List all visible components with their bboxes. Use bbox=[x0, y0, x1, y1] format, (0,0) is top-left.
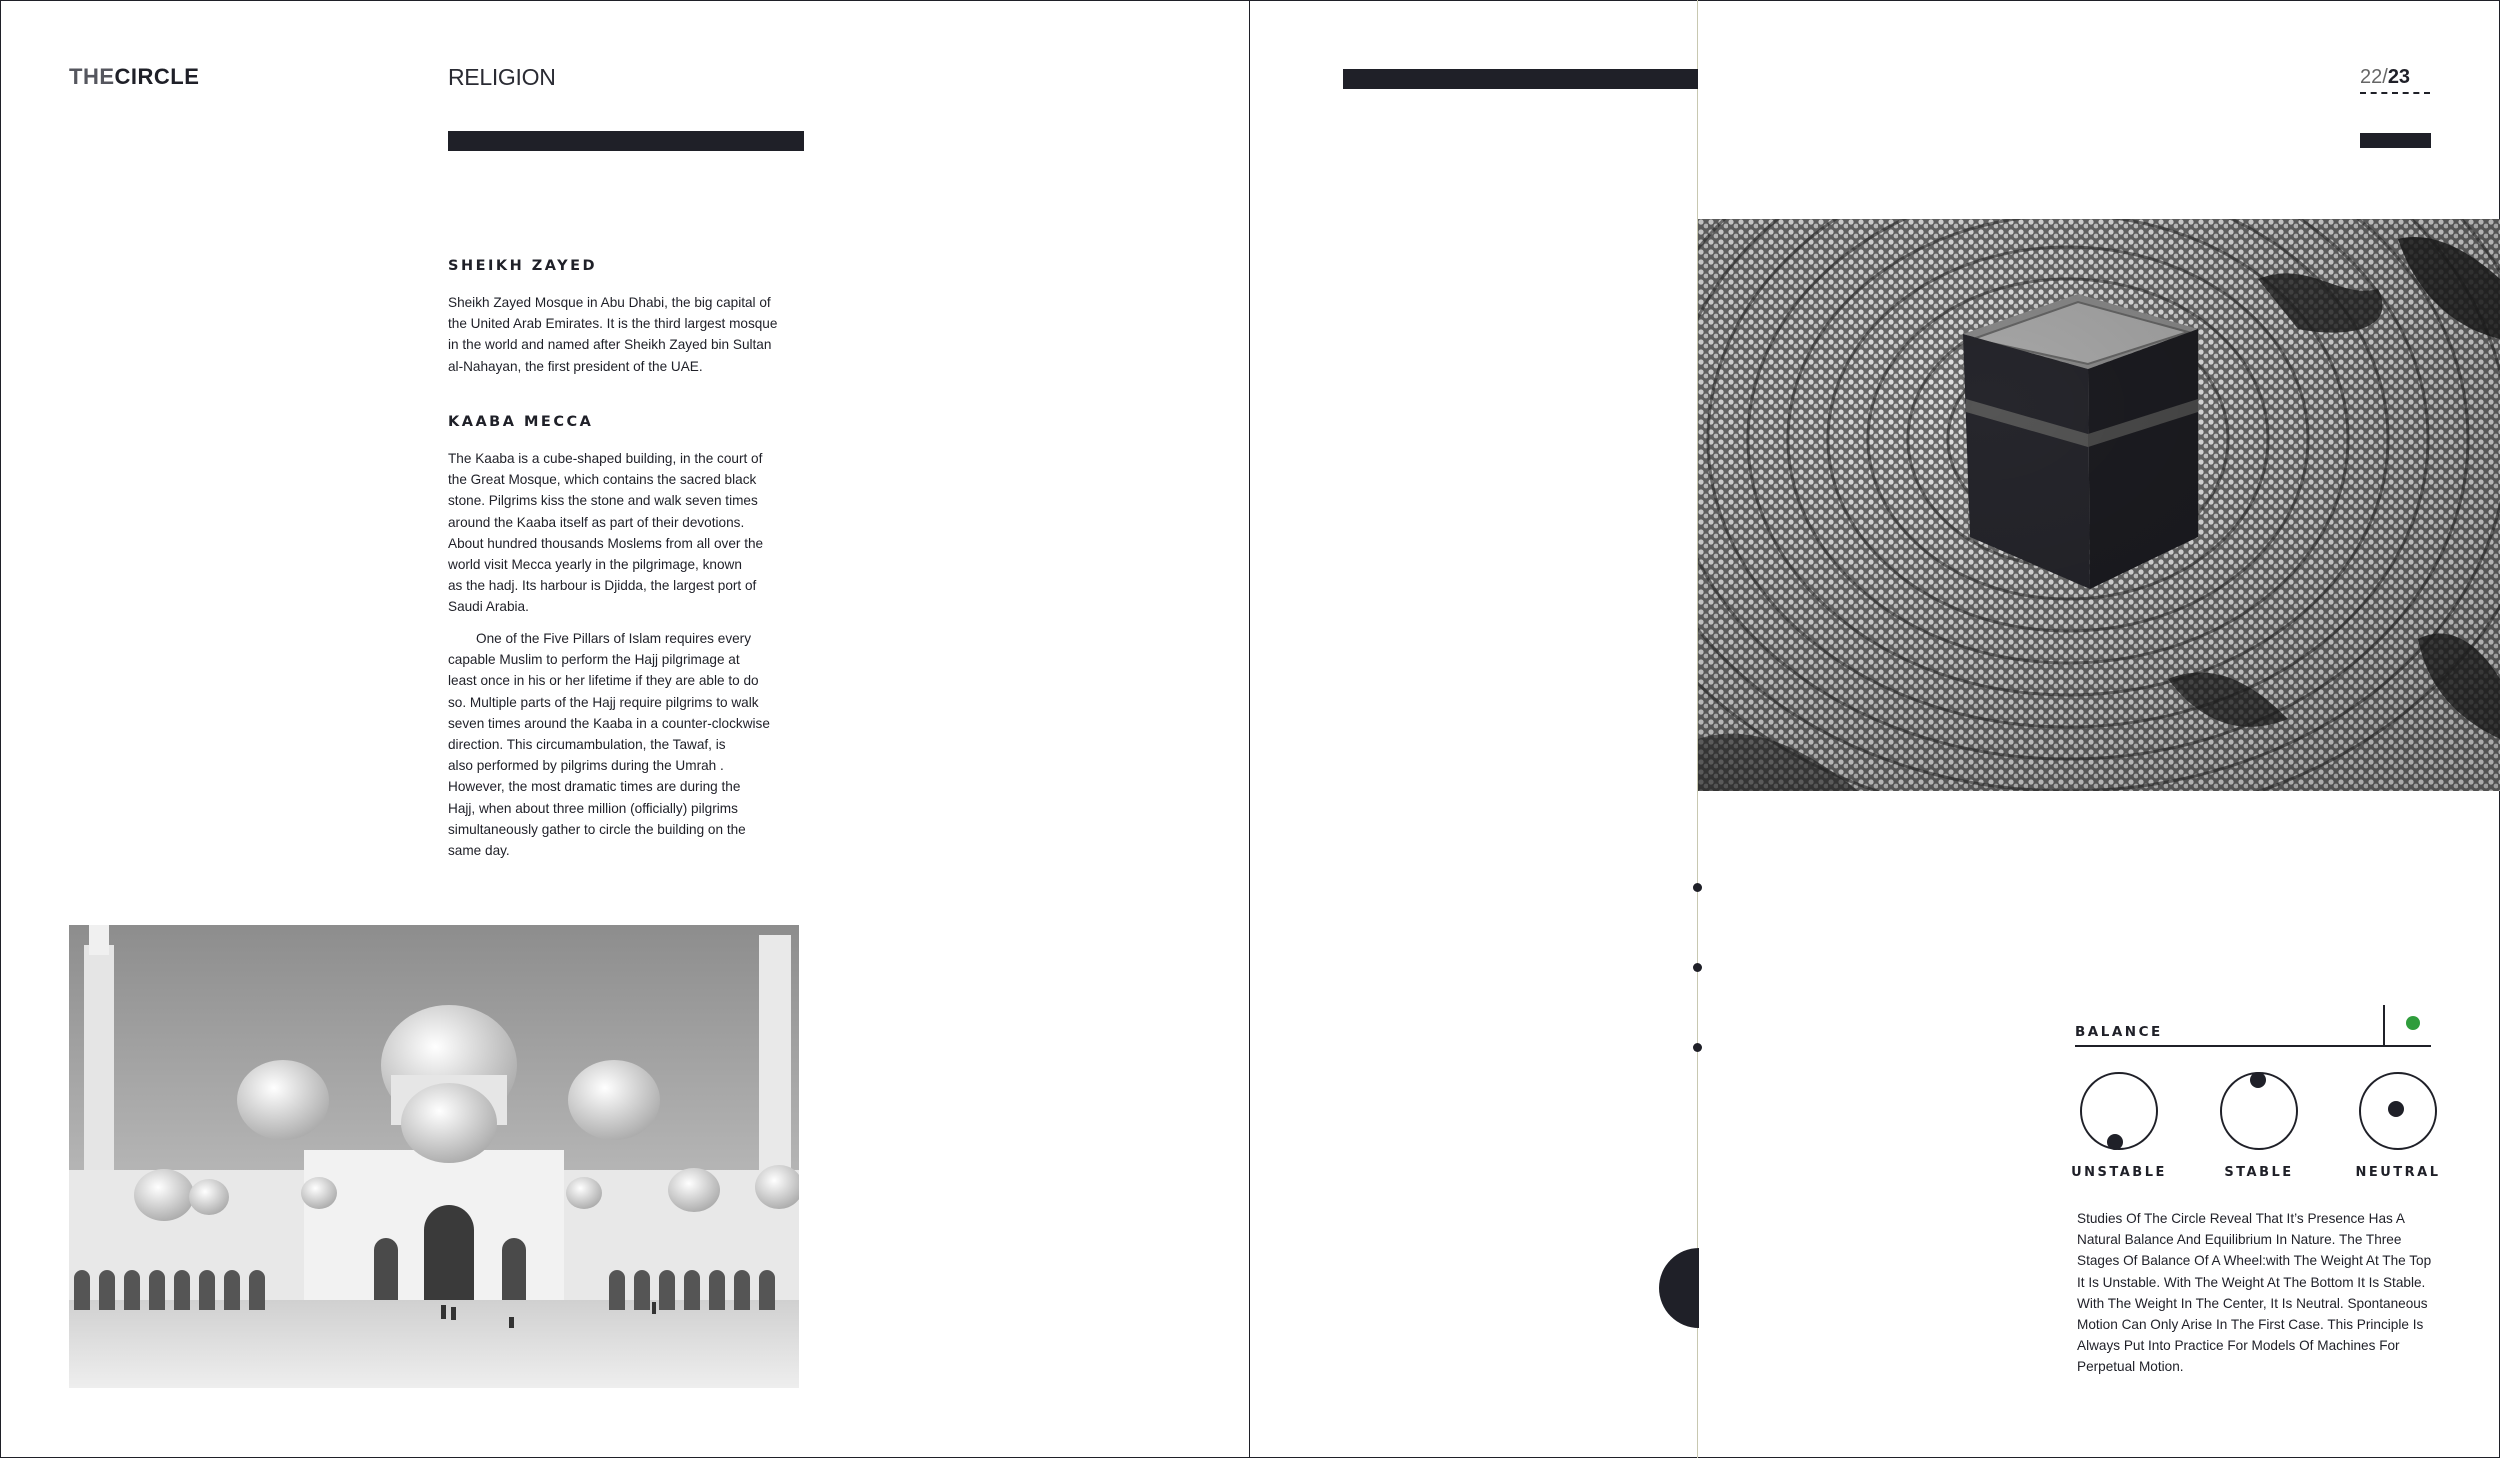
unstable-wheel-diagram bbox=[2080, 1072, 2158, 1150]
decorative-bar bbox=[448, 131, 804, 151]
article-paragraph: The Kaaba is a cube-shaped building, in the court of the Great Mosque, which contains the sacred black stone. Pilgrims kiss the stone and walk seven times around the Kaaba itself as part of their devotions. About hundred thousands Moslems from all over the world visit Mecca yearly in the pilgrimage, known as the hadj. Its harbour is Djidda, the largest port of Saudi Arabia. bbox=[448, 451, 764, 615]
balance-divider-tick bbox=[2383, 1005, 2385, 1045]
article-paragraph: One of the Five Pillars of Islam requires every capable Muslim to perform the Hajj pilgrimage at least once in his or her lifetime if they are able to do so. Multiple parts of the Hajj require pilgrims to walk seven times around the Kaaba in a counter-clockwise direction. This circumambulation, the Tawaf, is also performed by pilgrims during the Umrah . However, the most dramatic times are during the Hajj, when about three million (officially) pilgrims simultaneously gather to circle the building on the same day. bbox=[448, 631, 770, 859]
green-indicator-dot bbox=[2406, 1016, 2420, 1030]
sheikh-zayed-mosque-photo bbox=[69, 925, 799, 1388]
balance-title: BALANCE bbox=[2075, 1024, 2163, 1040]
neutral-wheel-diagram bbox=[2359, 1072, 2437, 1150]
weight-dot bbox=[2107, 1134, 2123, 1150]
stable-wheel-diagram bbox=[2220, 1072, 2298, 1150]
balance-paragraph: Studies Of The Circle Reveal That It’s Presence Has A Natural Balance And Equilibrium In Nature. The Three Stages Of Balance Of A Wheel:with The Weight At The Top It Is Unstable. With The Weight At The Bottom It Is Stable. With The Weight In The Center, It Is Neutral. Spontaneous Motion Can Only Arise In The First Case. This Principle Is Always Put Into Practice For Models Of Machines For Perpetual Motion. bbox=[2077, 1211, 2432, 1375]
decorative-bar bbox=[2360, 133, 2431, 148]
stable-label: STABLE bbox=[2224, 1165, 2294, 1180]
article-paragraph: Sheikh Zayed Mosque in Abu Dhabi, the big capital of the United Arab Emirates. It is the third largest mosque in the world and named after Sheikh Zayed bin Sultan al-Nahayan, the first president of the UAE. bbox=[448, 295, 778, 374]
weight-dot bbox=[2250, 1072, 2266, 1088]
decorative-bar bbox=[1343, 69, 1698, 89]
kaaba-aerial-photo bbox=[1698, 219, 2500, 791]
article-title: KAABA MECCA bbox=[448, 414, 594, 430]
page-fold bbox=[1249, 0, 1250, 1458]
balance-rule bbox=[2075, 1045, 2431, 1047]
unstable-label: UNSTABLE bbox=[2071, 1165, 2167, 1180]
bullet-dot bbox=[1693, 883, 1702, 892]
bullet-dot bbox=[1693, 963, 1702, 972]
page-number-underline bbox=[2360, 92, 2430, 94]
bullet-dot bbox=[1693, 1043, 1702, 1052]
page-number: 22/23 bbox=[2360, 66, 2411, 88]
article-title: SHEIKH ZAYED bbox=[448, 258, 598, 274]
magazine-logo: THECIRCLE bbox=[69, 64, 200, 89]
neutral-label: NEUTRAL bbox=[2355, 1165, 2441, 1180]
section-title: RELIGION bbox=[448, 64, 556, 90]
weight-dot bbox=[2388, 1101, 2404, 1117]
